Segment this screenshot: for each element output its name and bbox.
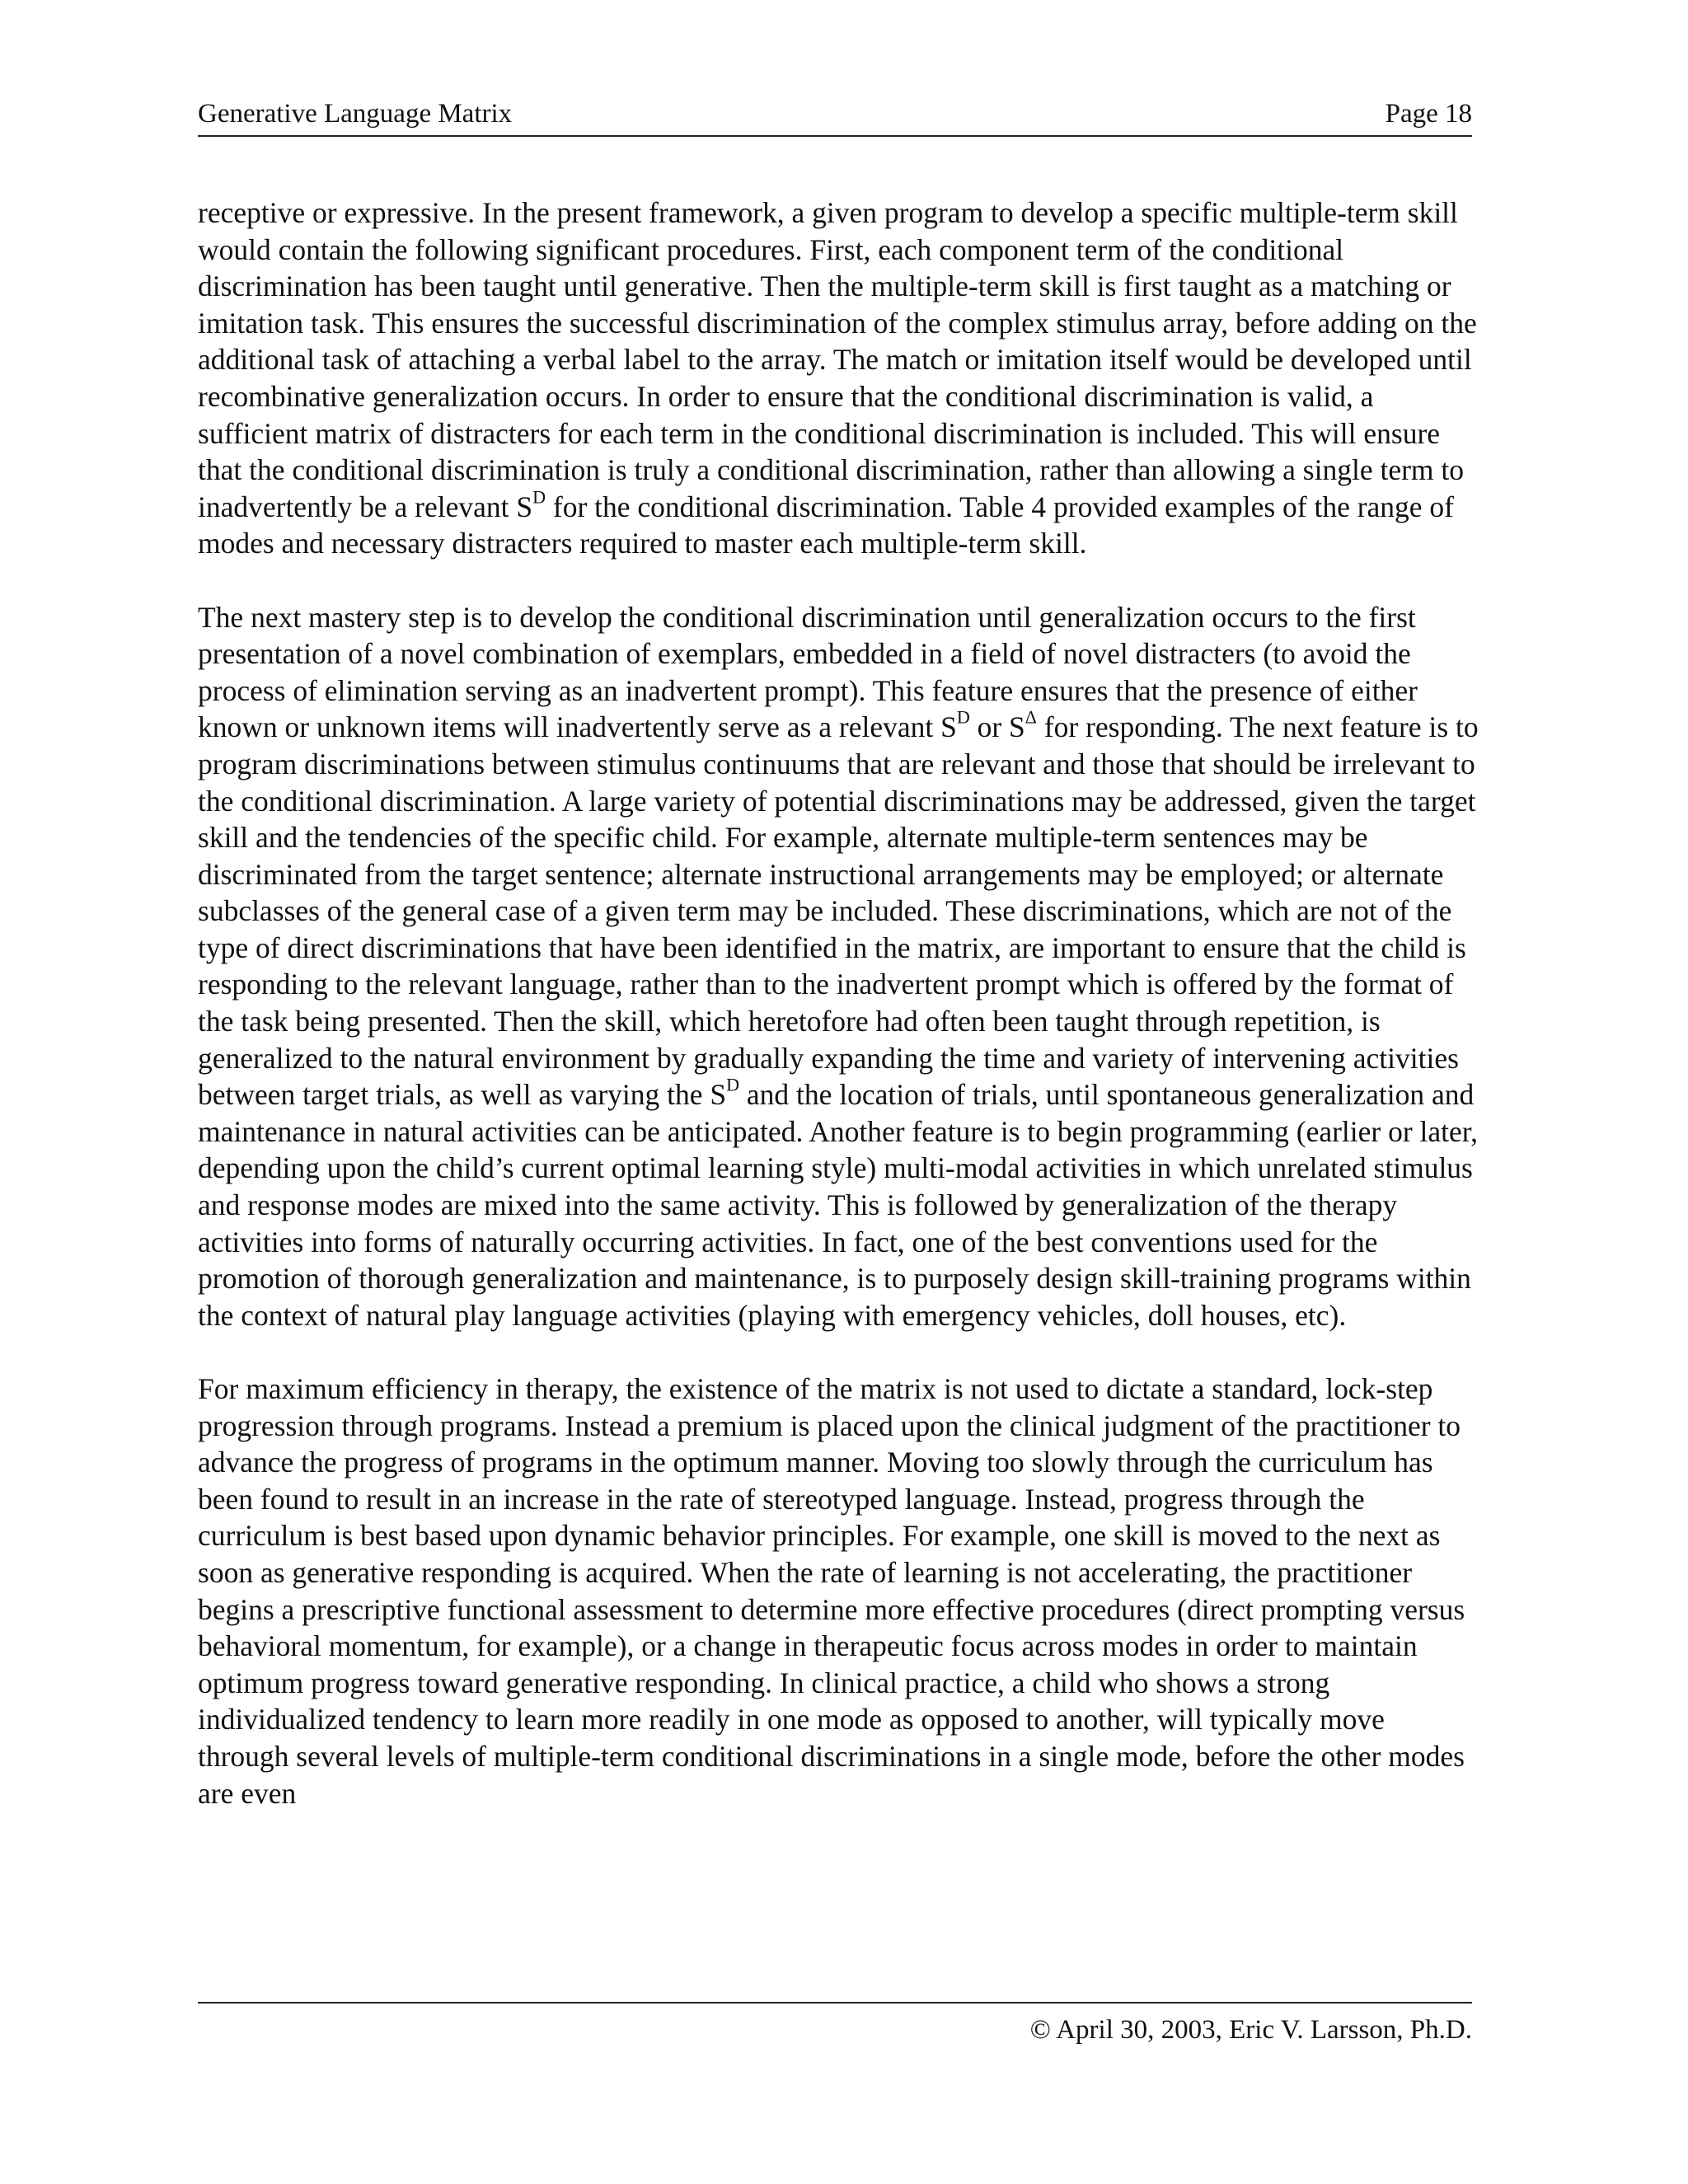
paragraph-3	[198, 1371, 1480, 1811]
copyright-notice: © April 30, 2003, Eric V. Larsson, Ph.D.	[1029, 2015, 1472, 2045]
text-segment: receptive or expressive. In the present framework, a given program to develop a specific multiple-term skill would contain the following significant procedures. First, each component term of the conditional discrimination has been taught until generative. Then the multiple-term skill is first taught as a matching or imitation task. This ensures the successful discrimination of the complex stimulus array, before adding on the additional task of attaching a verbal label to the array. The match or imitation itself would be developed until recombinative generalization occurs. In order to ensure that the conditional discrimination is valid, a sufficient matrix of distracters for each term in the conditional discrimination is included. This will ensure that the conditional discrimination is truly a conditional discrimination, rather than allowing a single term to inadvertently be a relevant S	[198, 196, 1477, 523]
paragraph-2	[198, 599, 1480, 1334]
document-title: Generative Language Matrix	[198, 99, 513, 129]
text-segment: and the location of trials, until spontaneous generalization and maintenance in natural activities can be anticipated. Another feature is to begin programming (earlier or later, depending upon the child’s current optimal learning style) multi-modal activities in which unrelated stimulus and response modes are mixed into the same activity. This is followed by generalization of the therapy activities into forms of naturally occurring activities. In fact, one of the best conventions used for the promotion of thorough generalization and maintenance, is to purposely design skill-training programs within the context of natural play language activities (playing with emergency vehicles, doll houses, etc).	[198, 1078, 1479, 1332]
superscript: D	[726, 1074, 740, 1095]
superscript: Δ	[1025, 706, 1037, 728]
superscript: D	[532, 486, 546, 508]
text-segment: for the conditional discrimination. Table 4 provided examples of the range of modes and necessary distracters required to master each multiple-term skill.	[198, 490, 1454, 560]
page-number: Page 18	[1385, 99, 1472, 129]
page-header	[198, 97, 1472, 137]
text-segment: For maximum efficiency in therapy, the existence of the matrix is not used to dictate a standard, lock-step progression through programs. Instead a premium is placed upon the clinical judgment of the practitioner to advance the progress of programs in the optimum manner. Moving too slowly through the curriculum has been found to result in an increase in the rate of stereotyped language. Instead, progress through the curriculum is best based upon dynamic behavior principles. For example, one skill is moved to the next as soon as generative responding is acquired. When the rate of learning is not accelerating, the practitioner begins a prescriptive functional assessment to determine more effective procedures (direct prompting versus behavioral momentum, for example), or a change in therapeutic focus across modes in order to maintain optimum progress toward generative responding. In clinical practice, a child who shows a strong individualized tendency to learn more readily in one mode as opposed to another, will typically move through several levels of multiple-term conditional discriminations in a single mode, before the other modes are even	[198, 1372, 1465, 1810]
paragraph-1	[198, 194, 1480, 562]
page-footer	[198, 2002, 1472, 2045]
text-segment: The next mastery step is to develop the conditional discrimination until generalization occurs to the first presentation of a novel combination of exemplars, embedded in a field of novel distracters (to avoid the process of elimination serving as an inadvertent prompt). This feature ensures that the presence of either known or unknown items will inadvertently serve as a relevant S	[198, 600, 1418, 744]
text-segment: for responding. The next feature is to program discriminations between stimulus continuums that are relevant and those that should be irrelevant to the conditional discrimination. A large variety of potential discriminations may be addressed, given the target skill and the tendencies of the specific child. For example, alternate multiple-term sentences may be discriminated from the target sentence; alternate instructional arrangements may be employed; or alternate subclasses of the general case of a given term may be included. These discriminations, which are not of the type of direct discriminations that have been identified in the matrix, are important to ensure that the child is responding to the relevant language, rather than to the inadvertent prompt which is offered by the format of the task being presented. Then the skill, which heretofore had often been taught through repetition, is generalized to the natural environment by gradually expanding the time and variety of intervening activities between target trials, as well as varying the S	[198, 710, 1479, 1112]
body-text	[198, 194, 1480, 1849]
superscript: D	[956, 706, 970, 728]
text-segment: or S	[969, 710, 1025, 744]
